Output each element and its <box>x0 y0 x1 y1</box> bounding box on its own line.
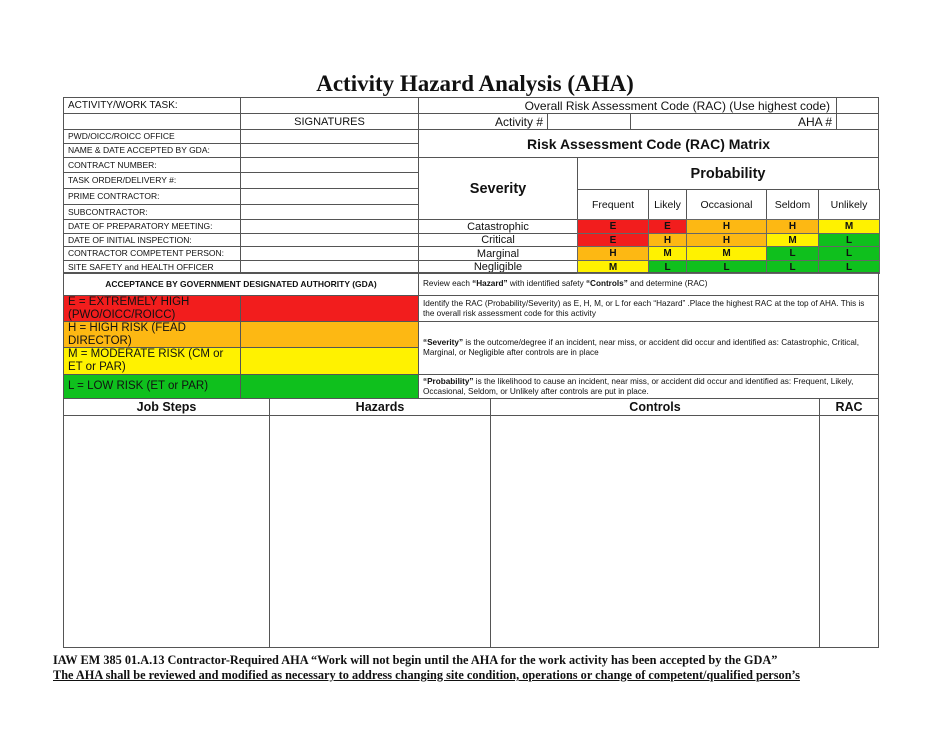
overall-rac-label: Overall Risk Assessment Code (RAC) (Use highest code) <box>418 97 837 114</box>
rac-cell: L <box>766 260 819 274</box>
field-label: PWD/OICC/ROICC OFFICE <box>63 129 241 144</box>
overall-rac-field[interactable] <box>836 97 879 114</box>
rac-cell: H <box>648 233 687 247</box>
column-header-controls: Controls <box>490 398 820 416</box>
field-input[interactable] <box>240 172 419 189</box>
severity-marginal: Marginal <box>418 246 578 261</box>
probability-header: Probability <box>577 157 879 190</box>
risk-level-signature-field[interactable] <box>240 321 419 348</box>
field-label: TASK ORDER/DELIVERY #: <box>63 172 241 189</box>
rac-matrix-title: Risk Assessment Code (RAC) Matrix <box>418 129 879 158</box>
field-input[interactable] <box>240 157 419 173</box>
probability-frequent: Frequent <box>577 189 649 220</box>
field-label: SITE SAFETY and HEALTH OFFICER <box>63 260 241 274</box>
rac-cell: L <box>648 260 687 274</box>
footer-requirement: IAW EM 385 01.A.13 Contractor-Required AHA “Work will not begin until the AHA for the work activity has been accepted by the GDA” <box>53 653 778 667</box>
activity-task-label: ACTIVITY/WORK TASK: <box>63 97 241 114</box>
rac-cell: M <box>818 219 880 234</box>
rac-cell: L <box>686 260 767 274</box>
risk-level-m: M = MODERATE RISK (CM or ET or PAR) <box>63 347 241 375</box>
review-mid: with identified safety <box>507 279 586 288</box>
aha-number-label: AHA # <box>630 113 837 130</box>
severity-catastrophic: Catastrophic <box>418 219 578 234</box>
acceptance-heading: ACCEPTANCE BY GOVERNMENT DESIGNATED AUTHORITY (GDA) <box>63 272 419 296</box>
field-label: CONTRACTOR COMPETENT PERSON: <box>63 246 241 261</box>
field-input[interactable] <box>240 246 419 261</box>
review-hazard-term: “Hazard” <box>472 279 508 288</box>
rac-cell: H <box>686 219 767 234</box>
rac-cell: M <box>686 246 767 261</box>
rac-cell: L <box>818 246 880 261</box>
review-pre: Review each <box>423 279 473 288</box>
field-input[interactable] <box>240 204 419 220</box>
rac-cell: H <box>766 219 819 234</box>
rac-cell: L <box>818 260 880 274</box>
field-label: SUBCONTRACTOR: <box>63 204 241 220</box>
column-header-hazards: Hazards <box>269 398 491 416</box>
rac-cell: M <box>577 260 649 274</box>
rac-field[interactable] <box>819 415 879 648</box>
probability-definition: is the likelihood to cause an incident, near miss, or accident did occur and identified as: Frequent, Likely, Occasional, Seldom, or Unlikely after controls are put in place. <box>423 376 854 396</box>
field-label: CONTRACT NUMBER: <box>63 157 241 173</box>
probability-term: “Probability” <box>423 376 474 386</box>
risk-level-signature-field[interactable] <box>240 295 419 322</box>
hazards-field[interactable] <box>269 415 491 648</box>
review-controls-term: “Controls” <box>585 279 628 288</box>
rac-cell: M <box>648 246 687 261</box>
instruction-severity <box>418 321 879 375</box>
risk-level-l: L = LOW RISK (ET or PAR) <box>63 374 241 399</box>
field-label: DATE OF INITIAL INSPECTION: <box>63 233 241 247</box>
blank-label-cell <box>63 113 241 130</box>
field-input[interactable] <box>240 188 419 205</box>
rac-cell: E <box>577 219 649 234</box>
footer-review-note: The AHA shall be reviewed and modified as necessary to address changing site condition, operations or change of competent/qualified person’s <box>53 668 800 682</box>
severity-negligible: Negligible <box>418 260 578 274</box>
probability-likely: Likely <box>648 189 687 220</box>
field-label: DATE OF PREPARATORY MEETING: <box>63 219 241 234</box>
activity-task-field[interactable] <box>240 97 419 114</box>
probability-seldom: Seldom <box>766 189 819 220</box>
column-header-rac: RAC <box>819 398 879 416</box>
risk-level-signature-field[interactable] <box>240 374 419 399</box>
rac-cell: M <box>766 233 819 247</box>
instruction-identify: Identify the RAC (Probability/Severity) as E, H, M, or L for each “Hazard” .Place the highest RAC at the top of AHA. This is the overall risk assessment code for this activity <box>418 295 879 322</box>
risk-level-h: H = HIGH RISK (FEAD DIRECTOR) <box>63 321 241 348</box>
severity-definition: is the outcome/degree if an incident, near miss, or accident did occur and identified as: Catastrophic, Critical, Marginal, or Negligible after controls are in place <box>423 338 859 357</box>
severity-term: “Severity” <box>423 338 464 347</box>
probability-unlikely: Unlikely <box>818 189 880 220</box>
column-header-job-steps: Job Steps <box>63 398 270 416</box>
rac-cell: L <box>818 233 880 247</box>
signatures-header: SIGNATURES <box>240 113 419 130</box>
field-input[interactable] <box>240 129 419 144</box>
risk-level-signature-field[interactable] <box>240 347 419 375</box>
field-label: NAME & DATE ACCEPTED BY GDA: <box>63 143 241 158</box>
rac-cell: E <box>648 219 687 234</box>
severity-header: Severity <box>418 157 578 220</box>
controls-field[interactable] <box>490 415 820 648</box>
risk-level-e: E = EXTREMELY HIGH (PWO/OICC/ROICC) <box>63 295 241 322</box>
rac-cell: H <box>686 233 767 247</box>
instruction-review <box>418 272 879 296</box>
severity-critical: Critical <box>418 233 578 247</box>
field-input[interactable] <box>240 143 419 158</box>
rac-cell: H <box>577 246 649 261</box>
field-input[interactable] <box>240 233 419 247</box>
activity-number-field[interactable] <box>547 113 631 130</box>
review-post: and determine (RAC) <box>627 279 708 288</box>
rac-cell: L <box>766 246 819 261</box>
job-steps-field[interactable] <box>63 415 270 648</box>
field-input[interactable] <box>240 219 419 234</box>
activity-number-label: Activity # <box>418 113 548 130</box>
instruction-probability <box>418 374 879 399</box>
field-label: PRIME CONTRACTOR: <box>63 188 241 205</box>
rac-cell: E <box>577 233 649 247</box>
aha-number-field[interactable] <box>836 113 879 130</box>
probability-occasional: Occasional <box>686 189 767 220</box>
document-title: Activity Hazard Analysis (AHA) <box>316 71 634 96</box>
